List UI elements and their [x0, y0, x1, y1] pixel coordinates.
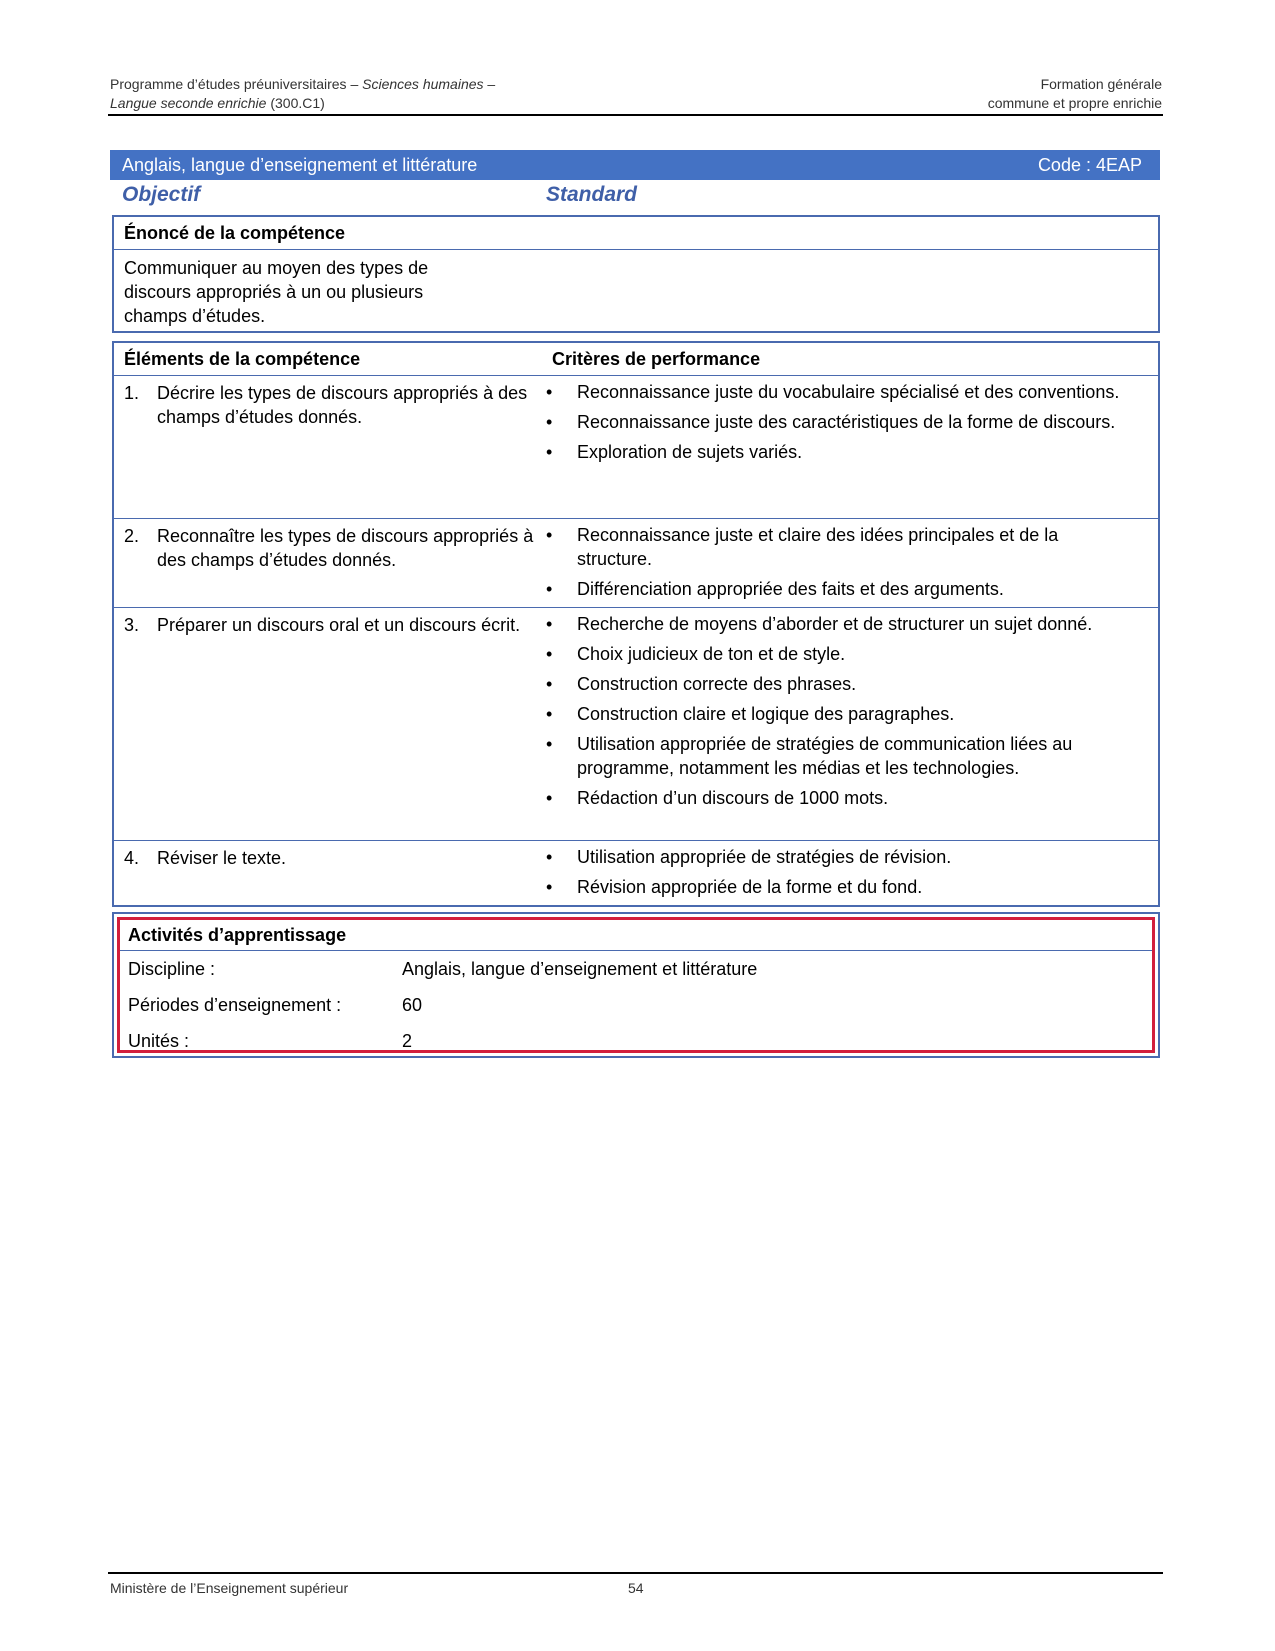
- discipline-value: Anglais, langue d’enseignement et littérature: [402, 959, 758, 979]
- enonce-text: Communiquer au moyen des types de discours appropriés à un ou plusieurs champs d’études.: [124, 258, 429, 326]
- page-number: 54: [628, 1580, 644, 1596]
- criterion: • Exploration de sujets variés.: [546, 442, 803, 462]
- element-3: 3. Préparer un discours oral et un discours écrit.: [124, 615, 521, 635]
- criteria-list-2: [546, 519, 1158, 601]
- element-1: 1. Décrire les types de discours appropriés à des champs d’études donnés.: [124, 383, 528, 427]
- unites-value: 2: [402, 1031, 413, 1051]
- element-section-3: [114, 608, 1158, 841]
- elements-heading: Éléments de la compétence: [124, 349, 361, 369]
- criterion: • Reconnaissance juste du vocabulaire spécialisé et des conventions.: [546, 382, 1120, 402]
- standard-heading: Standard: [546, 183, 638, 206]
- header-formation: Formation générale: [1040, 76, 1162, 92]
- activites-box: [112, 912, 1160, 1058]
- elements-box: [112, 341, 1160, 907]
- element-section-2: [114, 519, 1158, 608]
- footer-divider: [108, 1572, 1163, 1574]
- criterion: • Construction correcte des phrases.: [546, 674, 857, 694]
- criterion: • Construction claire et logique des paragraphes.: [546, 704, 955, 724]
- criterion: • Recherche de moyens d’aborder et de structurer un sujet donné.: [546, 614, 1093, 634]
- page-header: [110, 75, 1162, 113]
- criterion: • Reconnaissance juste des caractéristiques de la forme de discours.: [546, 412, 1116, 432]
- activites-inner: [117, 917, 1155, 1053]
- criterion: • Différenciation appropriée des faits et des arguments.: [546, 579, 1004, 599]
- periodes-row: [120, 987, 1152, 1023]
- enonce-box: [112, 215, 1160, 333]
- element-section-4: [114, 841, 1158, 907]
- course-name: Anglais, langue d’enseignement et littérature: [122, 154, 478, 175]
- discipline-row: [120, 951, 1152, 987]
- criterion: • Choix judicieux de ton et de style.: [546, 644, 846, 664]
- periodes-label: Périodes d’enseignement :: [128, 995, 342, 1015]
- course-title-bar: [110, 150, 1160, 180]
- criterion: • Utilisation appropriée de stratégies de révision.: [546, 847, 952, 867]
- criteria-list-1: [546, 376, 1158, 464]
- elements-heading-row: [114, 343, 1158, 376]
- criterion: • Reconnaissance juste et claire des idées principales et de la structure.: [546, 525, 1059, 569]
- criterion: • Rédaction d’un discours de 1000 mots.: [546, 788, 889, 808]
- header-divider: [108, 114, 1163, 116]
- element-section-1: [114, 376, 1158, 519]
- element-4: 4. Réviser le texte.: [124, 848, 287, 868]
- enonce-heading: Énoncé de la compétence: [114, 217, 1158, 250]
- criteria-list-3: [546, 608, 1158, 810]
- unites-row: [120, 1023, 1152, 1059]
- criteria-list-4: [546, 841, 1158, 899]
- unites-label: Unités :: [128, 1031, 190, 1051]
- objectif-heading: Objectif: [122, 183, 201, 206]
- header-program: Programme d’études préuniversitaires – Sciences humaines –: [110, 76, 496, 92]
- criterion: • Révision appropriée de la forme et du fond.: [546, 877, 923, 897]
- periodes-value: 60: [402, 995, 423, 1015]
- header-commune: commune et propre enrichie: [987, 95, 1162, 111]
- discipline-label: Discipline :: [128, 959, 216, 979]
- element-2: 2. Reconnaître les types de discours appropriés à des champs d’études donnés.: [124, 526, 534, 570]
- criterion: • Utilisation appropriée de stratégies de communication liées au programme, notamment les médias et les technologies.: [546, 734, 1073, 778]
- course-code: Code : 4EAP: [1037, 154, 1142, 175]
- header-langue: Langue seconde enrichie (300.C1): [110, 95, 325, 111]
- criteria-heading: Critères de performance: [552, 349, 761, 369]
- footer-ministry: Ministère de l’Enseignement supérieur: [110, 1580, 349, 1596]
- activites-heading: Activités d’apprentissage: [120, 920, 1152, 951]
